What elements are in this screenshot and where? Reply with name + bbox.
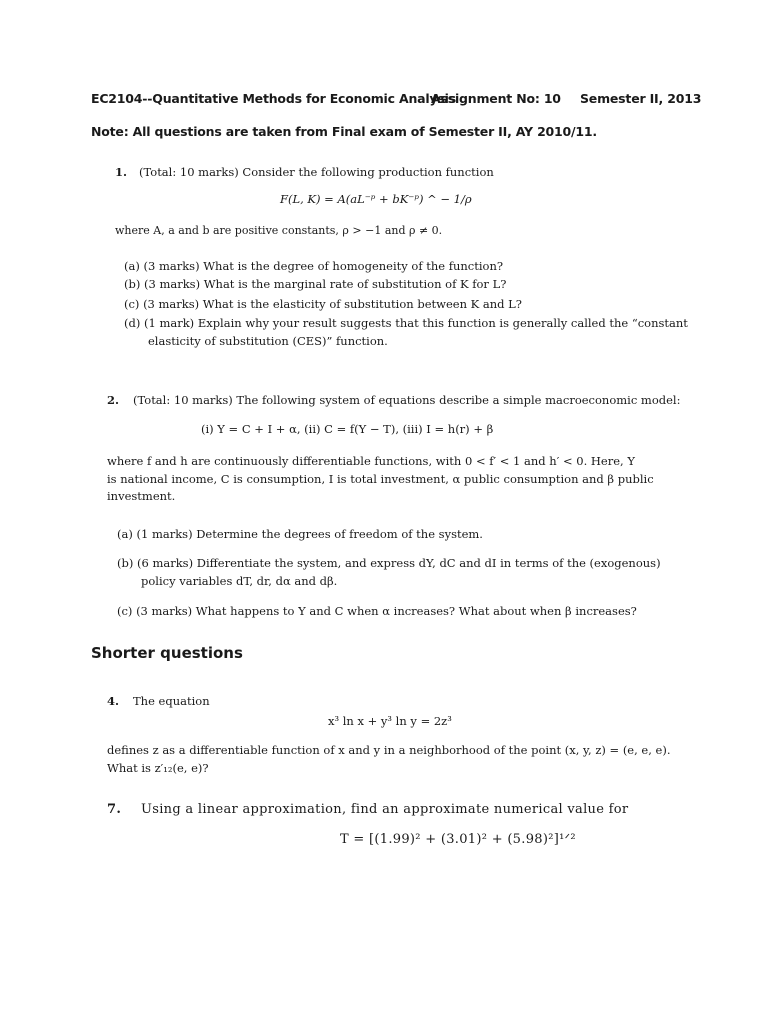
q4-line1: defines z as a differentiable function of x and y in a neighborhood of the point (x, y, z) = (e, e, e).	[107, 743, 671, 757]
q2-where-line2: is national income, C is consumption, I is total investment, α public consumption and β public	[107, 472, 654, 486]
q4-line2: What is z′₁₂(e, e)?	[107, 761, 209, 775]
assignment-number: Assignment No: 10	[431, 91, 561, 106]
q1-number: 1.	[115, 165, 128, 179]
q1-part-a: (a) (3 marks) What is the degree of homogeneity of the function?	[124, 259, 504, 273]
q2-part-b: (b) (6 marks) Differentiate the system, and express dY, dC and dI in terms of the (exogenous)	[117, 556, 661, 570]
q4-intro: The equation	[133, 694, 210, 708]
q1-part-c: (c) (3 marks) What is the elasticity of substitution between K and L?	[124, 297, 522, 311]
q1-where: where A, a and b are positive constants, ρ > −1 and ρ ≠ 0.	[115, 224, 443, 237]
q4-equation: x³ ln x + y³ ln y = 2z³	[328, 714, 452, 728]
q2-equations: (i) Y = C + I + α, (ii) C = f(Y − T), (iii) I = h(r) + β	[201, 422, 494, 436]
q7-equation: T = [(1.99)² + (3.01)² + (5.98)²]¹ᐟ²	[340, 832, 576, 847]
q1-part-d: (d) (1 mark) Explain why your result suggests that this function is generally called the “constant	[124, 316, 688, 330]
q2-part-c: (c) (3 marks) What happens to Y and C when α increases? What about when β increases?	[117, 604, 637, 618]
q1-intro: (Total: 10 marks) Consider the following production function	[139, 165, 494, 179]
q2-part-a: (a) (1 marks) Determine the degrees of freedom of the system.	[117, 527, 483, 541]
q1-equation: F(L, K) = A(aL⁻ᵖ + bK⁻ᵖ) ^ − 1/ρ	[280, 192, 472, 206]
q2-number: 2.	[107, 393, 120, 407]
q7-number: 7.	[107, 802, 122, 817]
q7-intro: Using a linear approximation, find an approximate numerical value for	[141, 802, 629, 817]
q1-part-d-cont: elasticity of substitution (CES)” function.	[148, 334, 388, 348]
q1-part-b: (b) (3 marks) What is the marginal rate of substitution of K for L?	[124, 277, 507, 291]
q2-part-b-cont: policy variables dT, dr, dα and dβ.	[141, 574, 338, 588]
course-title: EC2104--Quantitative Methods for Economic Analysis	[91, 91, 457, 106]
note: Note: All questions are taken from Final exam of Semester II, AY 2010/11.	[91, 124, 597, 139]
section-title: Shorter questions	[91, 644, 243, 662]
q2-intro: (Total: 10 marks) The following system of equations describe a simple macroeconomic model:	[133, 393, 681, 407]
q2-where-line1: where f and h are continuously differentiable functions, with 0 < f′ < 1 and h′ < 0. Here, Y	[107, 454, 635, 468]
q4-number: 4.	[107, 694, 120, 708]
semester: Semester II, 2013	[580, 91, 702, 106]
q2-where-line3: investment.	[107, 489, 176, 503]
